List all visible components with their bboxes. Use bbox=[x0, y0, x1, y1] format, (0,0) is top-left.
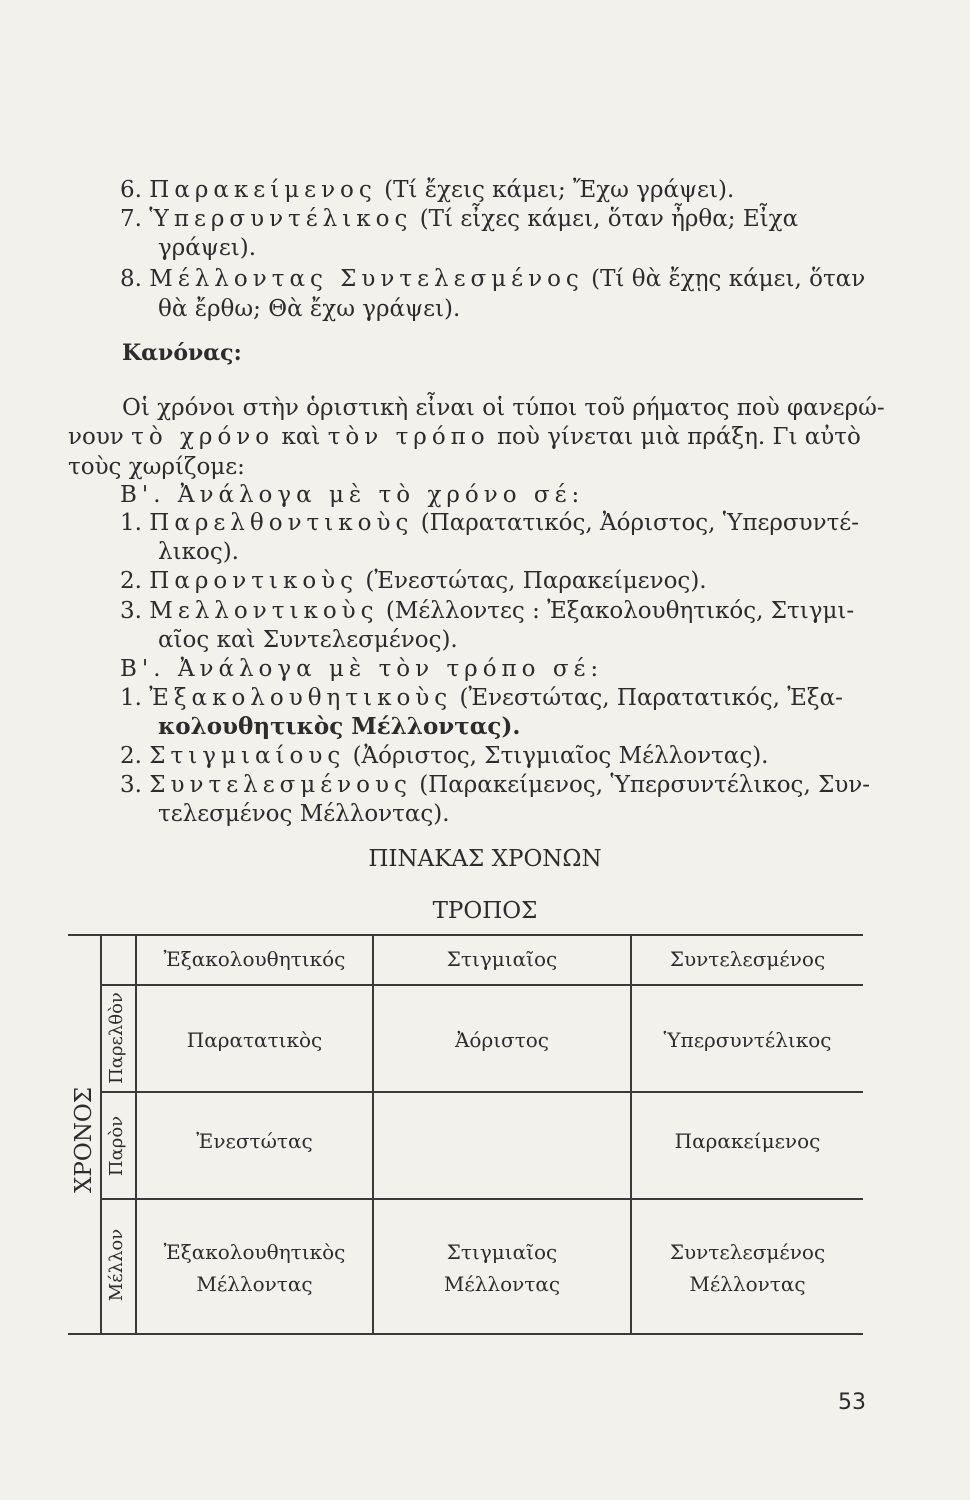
col-header-continuous: Ἐξακολουθητικός bbox=[163, 947, 346, 971]
section-b-item-2: 2. Στιγμιαίους (Ἀόριστος, Στιγμιαῖος Μέλλοντας). bbox=[120, 743, 769, 769]
table-row-rule-2 bbox=[100, 1198, 863, 1200]
cell-past-perfect: Ὑπερσυντέλικος bbox=[663, 1028, 832, 1052]
cell-present-perfect: Παρακείμενος bbox=[674, 1129, 821, 1153]
cell-future-momentary: Στιγμιαῖος Μέλλοντας bbox=[443, 1240, 561, 1296]
tense-item-7: 7. Ὑπερσυντέλικος (Τί εἶχες κάμει, ὅταν ἦρθα; Εἶχα bbox=[120, 206, 799, 232]
row-label-future: Μέλλον bbox=[106, 1228, 127, 1302]
row-axis-label: ΧΡΟΝΟΣ bbox=[71, 1087, 97, 1193]
row-label-past: Παρελθὸν bbox=[106, 992, 127, 1084]
cell-present-continuous: Ἐνεστώτας bbox=[196, 1129, 313, 1153]
table-title: ΠΙΝΑΚΑΣ ΧΡΟΝΩΝ bbox=[368, 846, 602, 872]
section-a-item-3: 3. Μελλοντικοὺς (Μέλλοντες : Ἐξακολουθητικός, Στιγμι- bbox=[120, 598, 855, 624]
cell-past-momentary: Ἀόριστος bbox=[454, 1028, 550, 1052]
cell-future-continuous: Ἐξακολουθητικὸς Μέλλοντας bbox=[163, 1240, 346, 1296]
table-header-rule bbox=[100, 984, 863, 986]
section-b-item-3-cont: τελεσμένος Μέλλοντας). bbox=[158, 801, 450, 827]
table-row-rule-1 bbox=[100, 1091, 863, 1093]
section-b-item-3: 3. Συντελεσμένους (Παρακείμενος, Ὑπερσυντέλικος, Συν- bbox=[120, 772, 871, 798]
tense-item-6: 6. Παρακείμενος (Τί ἔχεις κάμει; Ἔχω γράψει). bbox=[120, 177, 735, 203]
cell-future-perfect: Συντελεσμένος Μέλλοντας bbox=[669, 1240, 826, 1296]
table-axis-divider bbox=[100, 934, 102, 1333]
cell-past-continuous: Παρατατικὸς bbox=[186, 1028, 323, 1052]
table-bottom-rule bbox=[68, 1333, 863, 1335]
section-a-item-1-cont: λικος). bbox=[158, 539, 239, 565]
section-b-item-1: 1. Ἐξακολουθητικοὺς (Ἐνεστώτας, Παρατατικός, Ἐξα- bbox=[120, 685, 843, 711]
tense-item-8-cont: θὰ ἔρθω; Θὰ ἔχω γράψει). bbox=[158, 296, 461, 322]
tense-item-8: 8. Μέλλοντας Συντελεσμένος (Τί θὰ ἔχῃς κάμει, ὅταν bbox=[120, 266, 866, 292]
tense-item-7-cont: γράψει). bbox=[158, 235, 257, 261]
rule-text-line-1: Οἱ χρόνοι στὴν ὁριστικὴ εἶναι οἱ τύποι τοῦ ρήματος ποὺ φανερώ- bbox=[122, 395, 885, 421]
section-a-item-3-cont: αῖος καὶ Συντελεσμένος). bbox=[158, 627, 458, 653]
rule-text-line-3: τοὺς χωρίζομε: bbox=[68, 454, 245, 480]
rule-text-line-2: νουν τὸ χρόνο καὶ τὸν τρόπο ποὺ γίνεται μιὰ πράξη. Γι αὐτὸ bbox=[68, 424, 861, 450]
section-a-heading: Β'. Ἀνάλογα μὲ τὸ χρόνο σέ: bbox=[120, 482, 585, 508]
col-header-perfect: Συντελεσμένος bbox=[669, 947, 826, 971]
rule-heading: Κανόνας: bbox=[122, 340, 242, 366]
row-label-present: Παρὸν bbox=[106, 1115, 127, 1177]
section-b-heading: Β'. Ἀνάλογα μὲ τὸν τρόπο σέ: bbox=[120, 656, 604, 682]
section-a-item-1: 1. Παρελθοντικοὺς (Παρατατικός, Ἀόριστος, Ὑπερσυντέ- bbox=[120, 510, 859, 536]
page-number: 53 bbox=[838, 1390, 866, 1415]
table-top-rule bbox=[68, 934, 863, 936]
table-subtitle: ΤΡΟΠΟΣ bbox=[432, 898, 538, 924]
col-header-momentary: Στιγμιαῖος bbox=[446, 947, 558, 971]
section-a-item-2: 2. Παροντικοὺς (Ἐνεστώτας, Παρακείμενος). bbox=[120, 568, 707, 594]
section-b-item-1-cont: κολουθητικὸς Μέλλοντας). bbox=[158, 713, 521, 740]
